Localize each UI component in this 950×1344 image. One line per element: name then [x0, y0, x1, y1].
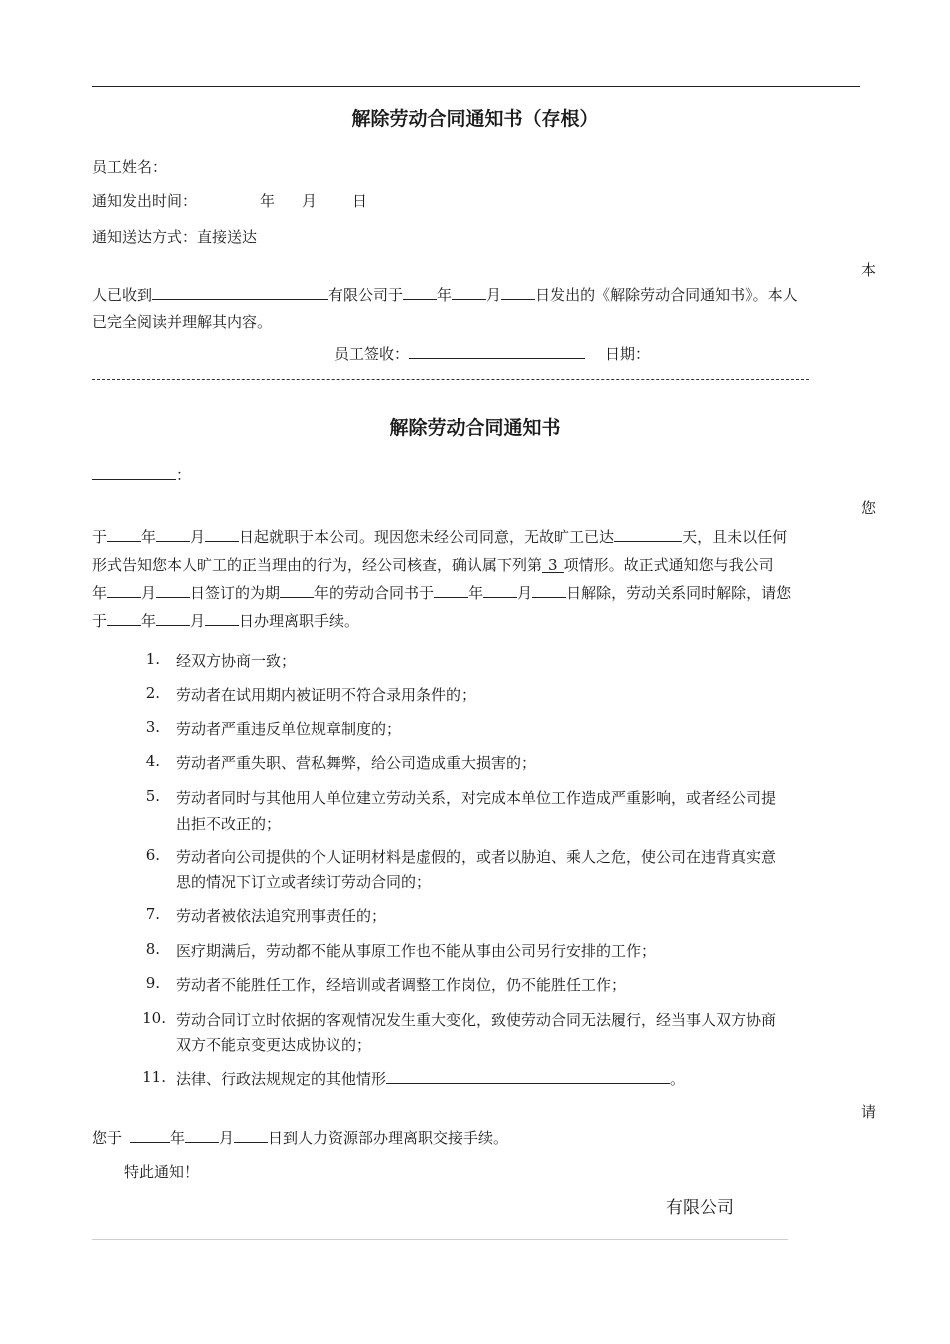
please-lead-char: 请: [861, 1103, 877, 1121]
special-notice: 特此通知！: [124, 1163, 200, 1181]
addressee-blank: [92, 465, 176, 480]
company-signoff: 有限公司: [666, 1198, 734, 1218]
ack-lead-char: 本: [861, 261, 877, 279]
company-blank: [152, 285, 328, 300]
day-blank: [501, 285, 535, 300]
notice-time-label: 通知发出时间：: [92, 192, 198, 210]
notice-day: 日: [352, 192, 368, 210]
notice-line-1: 于 年 月 日起就职于本公司。现因您未经公司同意，无故旷工已达 天，且未以任何: [92, 528, 788, 546]
notice-line-4: 于 年 月 日办理离职手续。: [92, 612, 360, 630]
other-circumstance-blank: [386, 1069, 670, 1084]
notice-lead-char: 您: [861, 499, 877, 517]
employee-name-label: 员工姓名：: [92, 158, 168, 176]
footer-rule: [92, 1239, 788, 1240]
signature-row: [334, 343, 650, 364]
ack-line-2: 已完全阅读并理解其内容。: [92, 313, 273, 331]
ack-line-1: 人已收到 有限公司于 年 月 日发出的《解除劳动合同通知书》。本人: [92, 286, 798, 304]
header-rule: [92, 86, 860, 87]
handover-line: 您于 年 月 日到人力资源部办理离职交接手续。: [92, 1129, 509, 1147]
date-label: 日期：: [605, 345, 651, 363]
item-number: 3: [542, 558, 564, 573]
notice-year: 年: [260, 192, 276, 210]
delivery-method: 通知送达方式：直接送达: [92, 228, 258, 246]
absence-days-blank: [614, 527, 682, 542]
sign-label: 员工签收：: [334, 345, 410, 363]
notice-time-row: [92, 190, 368, 211]
stub-title: 解除劳动合同通知书（存根）: [351, 108, 599, 130]
addressee-line: ：: [92, 464, 191, 485]
notice-line-2: 形式告知您本人旷工的正当理由的行为，经公司核查，确认属下列第 3 项情形。故正式通知您与我公司: [92, 556, 774, 574]
year-blank: [403, 285, 437, 300]
cut-line: [92, 379, 809, 380]
notice-line-3: 年 月 日签订的为期 年的劳动合同书于 年 月 日解除，劳动关系同时解除，请您: [92, 584, 792, 602]
month-blank: [452, 285, 486, 300]
signature-blank: [409, 344, 585, 359]
notice-title: 解除劳动合同通知书: [389, 417, 561, 439]
notice-month: 月: [302, 192, 318, 210]
